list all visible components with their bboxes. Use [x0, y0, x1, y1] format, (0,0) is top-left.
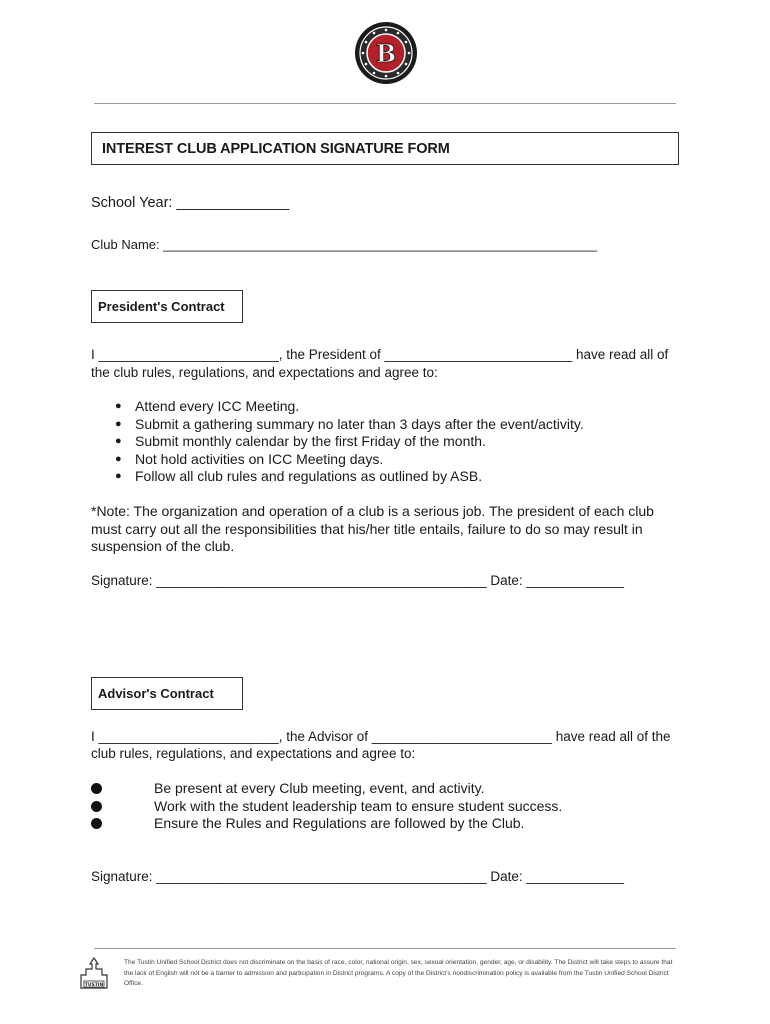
form-title: INTEREST CLUB APPLICATION SIGNATURE FORM [102, 141, 450, 157]
header-divider [94, 103, 676, 104]
advisors-contract-heading-box [91, 677, 243, 710]
footer-nondiscrimination-text: The Tustin Unified School District does not discriminate on the basis of race, color, national origin, sex, sexual orientation, gender, age, or disability. The District will take steps to assure that the lack of English will not be a barrier to admission and participation in District programs. A copy of the District's nondiscrimination policy is available from the Tustin Unified School District Office. [124, 959, 673, 987]
list-item: ● Attend every ICC Meeting. [115, 398, 300, 414]
list-item: Work with the student leadership team to ensure student success. [91, 798, 562, 816]
club-name-blank[interactable]: ____________________________________________________________ [163, 237, 598, 252]
bullet-icon: ● [115, 452, 122, 465]
advisors-contract-heading: Advisor's Contract [98, 686, 214, 701]
presidents-bullet-list [91, 398, 584, 486]
club-name-field[interactable] [91, 236, 597, 254]
advisors-signature-line[interactable]: Signature: ____________________________________________ Date: _____________ [91, 869, 625, 884]
advisors-intro-line1: I ________________________, the Advisor of ________________________ have read all of the [91, 729, 671, 744]
bullet-icon [91, 783, 102, 794]
club-name-label: Club Name: [91, 237, 164, 252]
school-year-label: School Year: [91, 195, 177, 211]
presidents-contract-heading: President's Contract [98, 299, 225, 314]
list-item: ● Submit monthly calendar by the first Friday of the month. [115, 433, 486, 449]
list-item: Ensure the Rules and Regulations are followed by the Club. [91, 815, 562, 833]
advisors-intro-line2: club rules, regulations, and expectations and agree to: [91, 746, 416, 761]
bullet-icon: ● [115, 400, 122, 412]
advisors-bullet-list [91, 780, 562, 833]
logo-letter: B [375, 39, 397, 68]
district-logo-text: TUSTIN [84, 983, 104, 988]
bullet-icon [91, 818, 102, 829]
district-logo [76, 955, 112, 991]
presidents-signature-line[interactable]: Signature: ____________________________________________ Date: _____________ [91, 573, 625, 588]
presidents-intro-line2: the club rules, regulations, and expectations and agree to: [91, 365, 438, 380]
bullet-icon: ● [115, 470, 122, 482]
presidents-intro-line1: I ________________________, the President of _________________________ have read all of [91, 347, 669, 362]
bullet-icon: ● [115, 435, 122, 447]
footer-divider [94, 948, 676, 949]
list-item: Be present at every Club meeting, event, and activity. [91, 780, 562, 798]
bullet-icon [91, 801, 102, 812]
school-year-blank[interactable]: ______________ [176, 195, 290, 211]
school-crest-logo [354, 21, 418, 85]
list-item: ● Submit a gathering summary no later than 3 days after the event/activity. [115, 415, 584, 432]
list-item: ● Follow all club rules and regulations as outlined by ASB. [115, 468, 483, 484]
presidents-contract-heading-box [91, 290, 243, 323]
form-title-box [91, 132, 679, 165]
presidents-note: *Note: The organization and operation of a club is a serious job. The president of each club must carry out all the responsibilities that his/her title entails, failure to do so may result in suspension of the club. [91, 503, 654, 554]
bullet-icon: ● [115, 417, 122, 430]
school-year-field[interactable] [91, 194, 289, 212]
list-item: ● Not hold activities on ICC Meeting days. [115, 450, 384, 467]
